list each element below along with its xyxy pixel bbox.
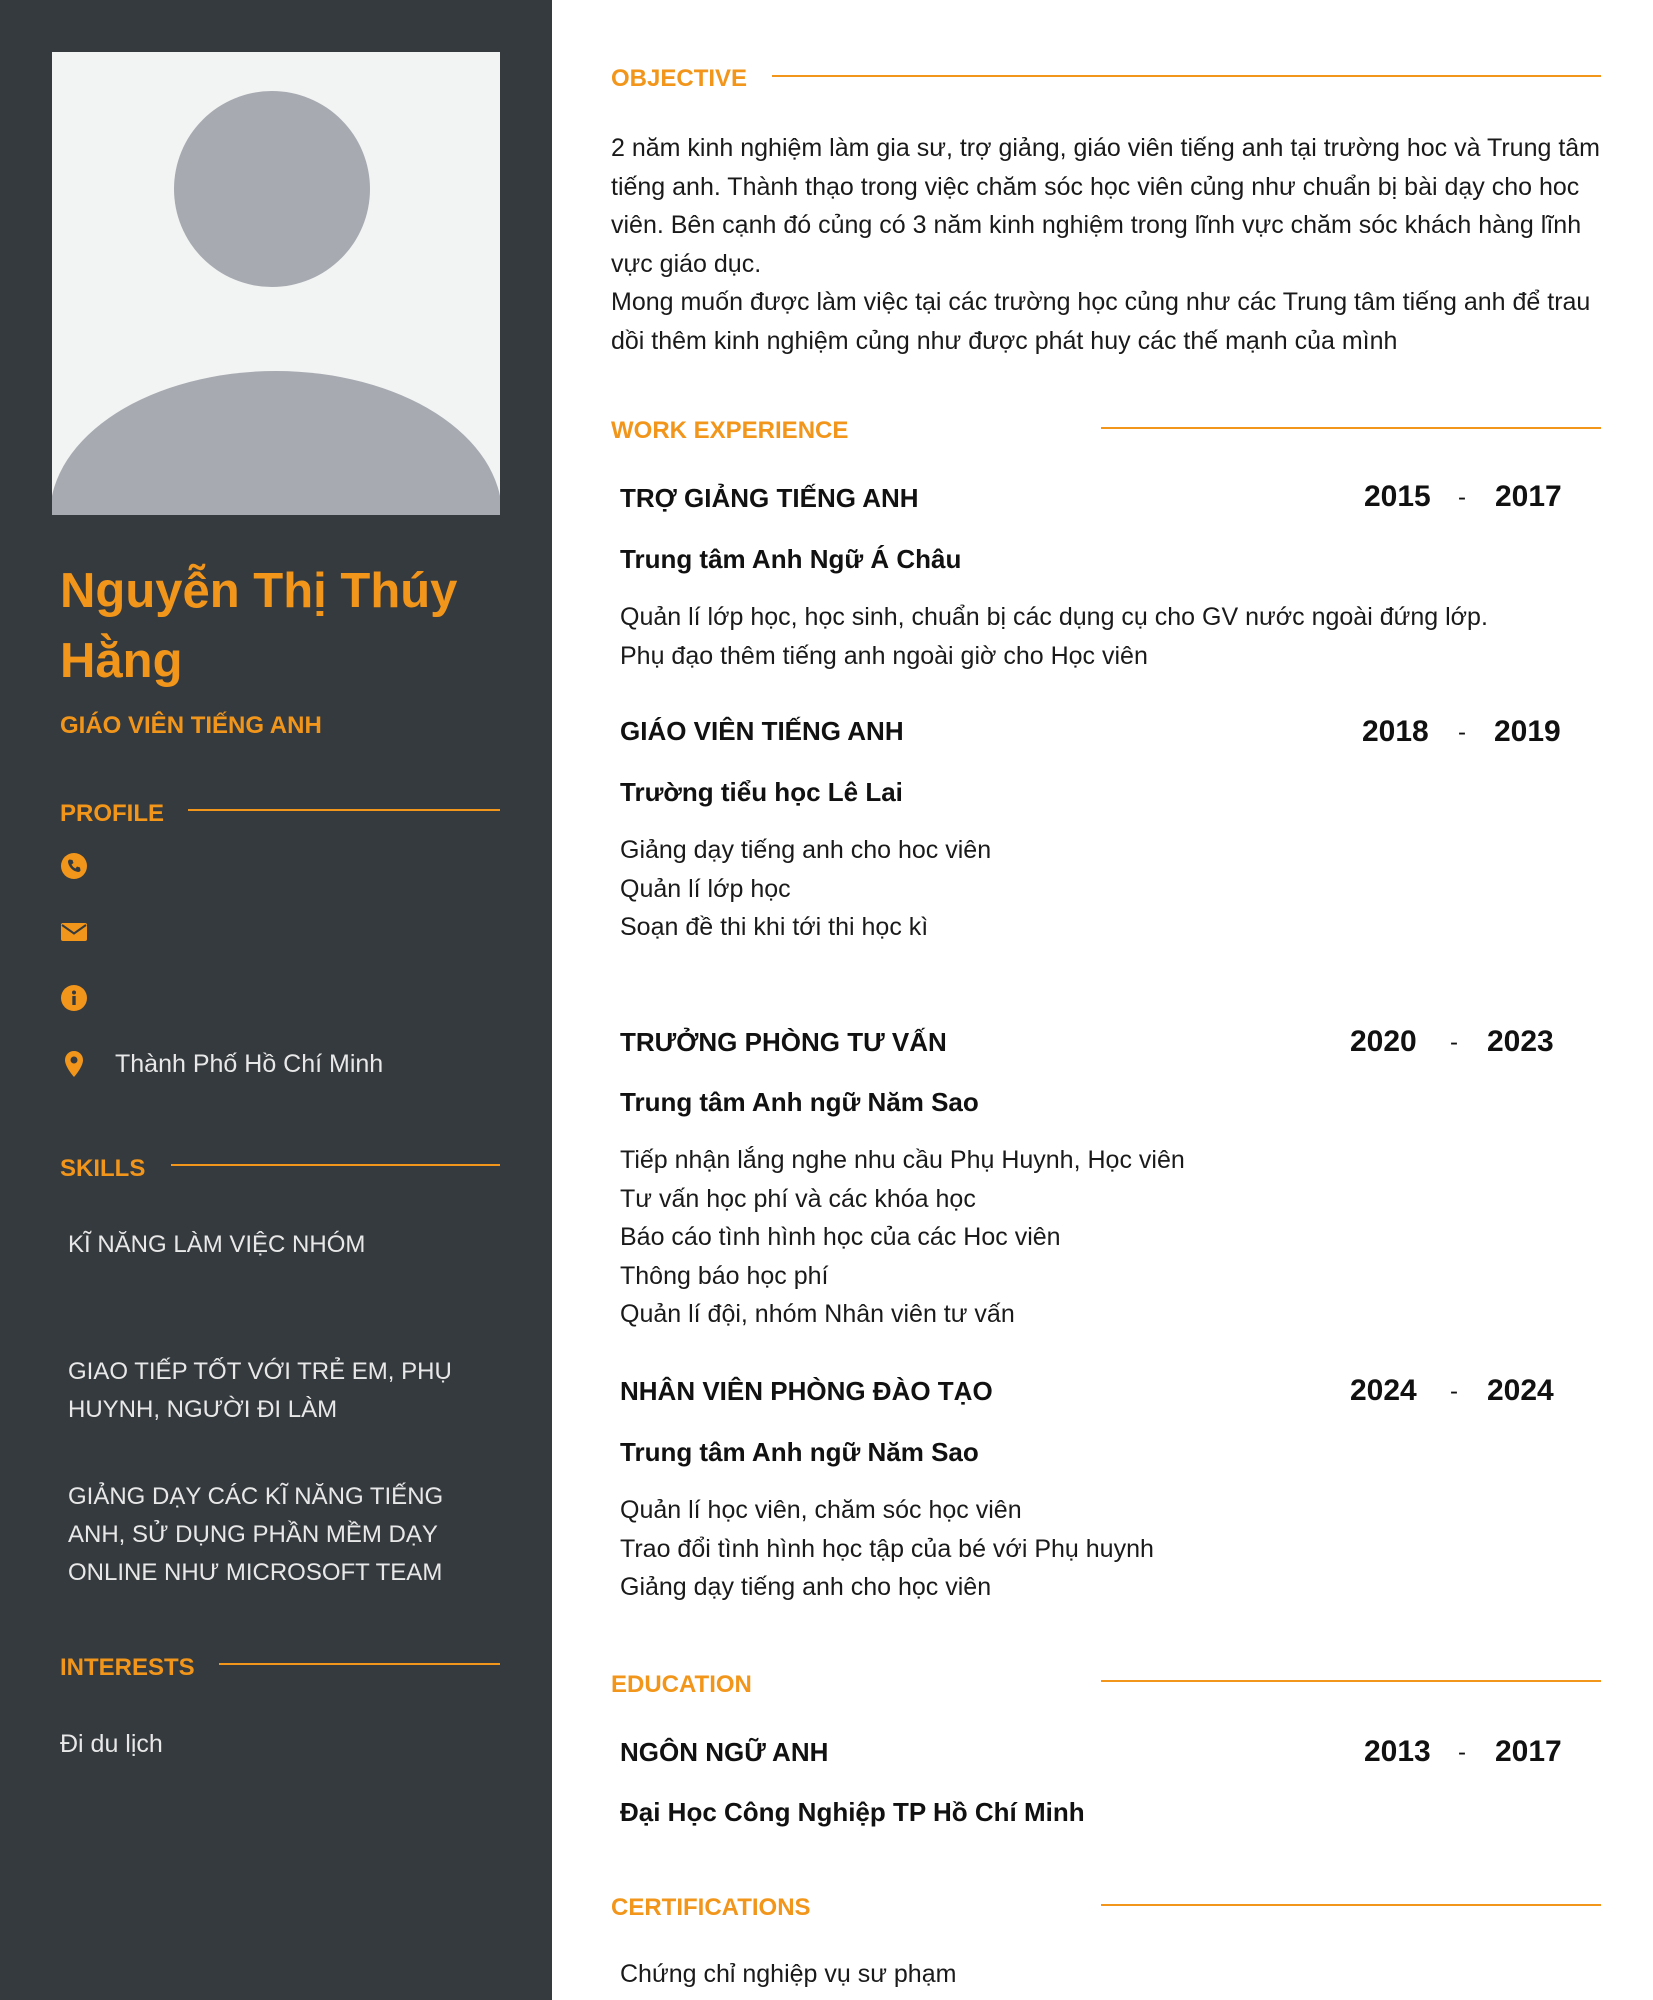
work-experience-heading: WORK EXPERIENCE [611,417,849,444]
year-start: 2018 [1362,715,1429,748]
profile-divider [188,809,500,811]
objective-text [611,129,1601,360]
info-icon [60,984,88,1012]
skills-divider [171,1164,500,1166]
job-duty: Tiếp nhận lắng nghe nhu cầu Phụ Huynh, Học viên [620,1146,1185,1174]
year-end: 2019 [1494,715,1561,748]
job-title: NHÂN VIÊN PHÒNG ĐÀO TẠO [620,1376,993,1406]
objective-line: Mong muốn được làm việc tại các trường học củng như các Trung tâm tiếng anh để trau dồi thêm kinh nghiệm củng như được phát huy các thế mạnh của mình [611,288,1591,355]
job-duty: Quản lí lớp học, học sinh, chuẩn bị các dụng cụ cho GV nước ngoài đứng lớp. [620,603,1488,631]
job-duty: Báo cáo tình hình học của các Hoc viên [620,1223,1061,1251]
job-duty: Thông báo học phí [620,1261,829,1290]
job-duty: Quản lí học viên, chăm sóc học viên [620,1496,1022,1524]
year-start: 2015 [1364,480,1431,513]
job-duty: Soạn đề thi khi tới thi học kì [620,913,929,941]
year-separator: - [1458,1739,1466,1766]
year-separator: - [1458,484,1466,511]
candidate-job-title: GIÁO VIÊN TIẾNG ANH [60,712,322,739]
year-start: 2013 [1364,1735,1431,1768]
education-heading: EDUCATION [611,1671,752,1698]
year-end: 2024 [1487,1374,1554,1407]
year-end: 2017 [1495,1735,1562,1768]
objective-paragraph [611,129,1601,360]
job-organization: Trung tâm Anh Ngữ Á Châu [620,544,962,574]
job-duty: Trao đổi tình hình học tập của bé với Phụ huynh [620,1534,1154,1563]
job-description [620,1491,1600,1607]
interests-heading: INTERESTS [60,1654,195,1681]
objective-line: 2 năm kinh nghiệm làm gia sư, trợ giảng, giáo viên tiếng anh tại trường hoc và Trung tâm tiếng anh. Thành thạo trong việc chăm sóc học viên củng như chuẩn bị bài dạy cho hoc viên. Bên cạnh đó củng có 3 năm kinh nghiệm trong lĩnh vực chăm sóc khách hàng lĩnh vực giáo dục. [611,134,1601,278]
interest-item: Đi du lịch [60,1730,163,1758]
job-duty: Quản lí đội, nhóm Nhân viên tư vấn [620,1300,1015,1328]
degree-title: NGÔN NGỮ ANH [620,1737,829,1767]
education-years [1364,1735,1624,1771]
skills-heading: SKILLS [60,1155,146,1182]
year-end: 2023 [1487,1025,1554,1058]
job-title: TRƯỞNG PHÒNG TƯ VẤN [620,1027,947,1057]
year-start: 2024 [1350,1374,1417,1407]
person-silhouette-icon [52,52,500,515]
profile-heading: PROFILE [60,800,165,827]
job-duty: Phụ đạo thêm tiếng anh ngoài giờ cho Học viên [620,641,1148,670]
education-divider [1101,1680,1601,1682]
job-organization: Trường tiểu học Lê Lai [620,777,903,807]
year-start: 2020 [1350,1025,1417,1058]
job-duty: Giảng dạy tiếng anh cho hoc viên [620,836,992,864]
job-years [1362,715,1622,751]
work-experience-divider [1101,427,1601,429]
location-text: Thành Phố Hồ Chí Minh [115,1050,384,1078]
job-years [1364,480,1624,516]
skill-item: GIẢNG DẠY CÁC KĨ NĂNG TIẾNG ANH, SỬ DỤNG PHẦN MỀM DẠY ONLINE NHƯ MICROSOFT TEAM [68,1483,444,1586]
year-separator: - [1458,719,1466,746]
phone-icon [60,852,88,880]
job-organization: Trung tâm Anh ngữ Năm Sao [620,1437,979,1467]
job-description [620,831,1600,947]
skill-item: KĨ NĂNG LÀM VIỆC NHÓM [68,1231,366,1258]
job-duty: Tư vấn học phí và các khóa học [620,1184,976,1213]
education-institution: Đại Học Công Nghiệp TP Hồ Chí Minh [620,1797,1085,1827]
job-years [1350,1025,1610,1061]
year-separator: - [1450,1029,1458,1056]
objective-divider [772,75,1601,77]
job-years [1350,1374,1610,1410]
certifications-divider [1101,1904,1601,1906]
year-separator: - [1450,1378,1458,1405]
job-duty: Giảng dạy tiếng anh cho học viên [620,1573,992,1601]
job-title: TRỢ GIẢNG TIẾNG ANH [620,483,919,513]
job-title: GIÁO VIÊN TIẾNG ANH [620,716,904,746]
job-duty: Quản lí lớp học [620,874,791,903]
job-description [620,598,1600,675]
sidebar [0,0,552,2000]
avatar [52,52,500,515]
skill-item: GIAO TIẾP TỐT VỚI TRẺ EM, PHỤ HUYNH, NGƯỜI ĐI LÀM [68,1358,452,1423]
candidate-name: Nguyễn Thị Thúy Hằng [60,564,458,688]
job-description [620,1141,1600,1334]
certification-item: Chứng chỉ nghiệp vụ sư phạm [620,1960,957,1988]
certifications-heading: CERTIFICATIONS [611,1894,811,1921]
year-end: 2017 [1495,480,1562,513]
objective-heading: OBJECTIVE [611,65,748,92]
envelope-icon [60,918,88,946]
interests-divider [219,1663,500,1665]
job-organization: Trung tâm Anh ngữ Năm Sao [620,1087,979,1117]
map-pin-icon [60,1050,88,1078]
